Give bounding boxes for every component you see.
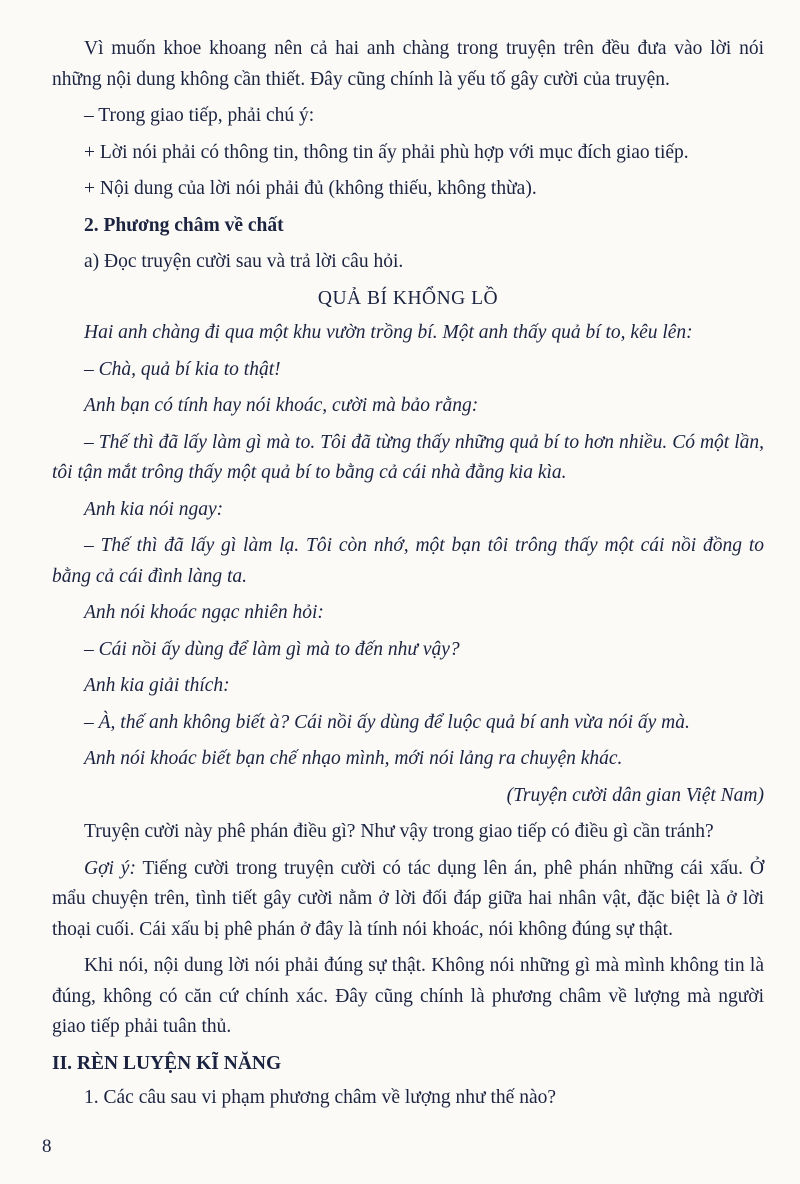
bullet-content: + Nội dung của lời nói phải đủ (không thiếu, không thừa).	[84, 178, 537, 199]
task-instruction: a) Đọc truyện cười sau và trả lời câu hỏi.	[84, 251, 404, 272]
story-line: Anh kia nói ngay:	[84, 498, 224, 520]
hint-label: Gợi ý:	[84, 857, 136, 879]
story-line: Anh bạn có tính hay nói khoác, cười mà bảo rằng:	[84, 395, 479, 416]
story-line: – Chà, quả bí kia to thật!	[84, 358, 281, 380]
story-line: – À, thế anh không biết à? Cái nồi ấy dùng để luộc quả bí anh vừa nói ấy mà.	[84, 711, 690, 733]
section-heading-quality: 2. Phương châm về chất	[84, 214, 284, 236]
question: Truyện cười này phê phán điều gì? Như vậy trong giao tiếp có điều gì cần tránh?	[84, 821, 714, 842]
section-heading-skills: II. RÈN LUYỆN KĨ NĂNG	[52, 1052, 282, 1074]
page-body	[52, 34, 764, 1120]
paragraph-note: – Trong giao tiếp, phải chú ý:	[84, 105, 315, 126]
exercise-1: 1. Các câu sau vi phạm phương châm về lượng như thế nào?	[84, 1087, 556, 1108]
story-source: (Truyện cười dân gian Việt Nam)	[506, 784, 764, 806]
paragraph-intro: Vì muốn khoe khoang nên cả hai anh chàng trong truyện trên đều đưa vào lời nói những nội dung không cần thiết. Đây cũng chính là yếu tố gây cười của truyện.	[52, 38, 764, 90]
story-line: Anh nói khoác ngạc nhiên hỏi:	[84, 602, 324, 623]
story-line: Anh nói khoác biết bạn chế nhạo mình, mới nói lảng ra chuyện khác.	[84, 748, 623, 769]
page-number: 8	[42, 1136, 52, 1157]
hint-paragraph	[52, 854, 764, 946]
story-line: Anh kia giải thích:	[84, 675, 230, 696]
story-title: QUẢ BÍ KHỔNG LỒ	[317, 287, 499, 309]
bullet-info: + Lời nói phải có thông tin, thông tin ấy phải phù hợp với mục đích giao tiếp.	[84, 141, 689, 163]
story-line: – Thế thì đã lấy gì làm lạ. Tôi còn nhớ, một bạn tôi trông thấy một cái nồi đồng to bằng cả cái đình làng ta.	[52, 535, 764, 587]
story-line: – Thế thì đã lấy làm gì mà to. Tôi đã từng thấy những quả bí to hơn nhiều. Có một lần, tôi tận mắt trông thấy một quả bí to bằng cả cái nhà đằng kia kìa.	[52, 431, 764, 483]
hint-text: Tiếng cười trong truyện cười có tác dụng lên án, phê phán những cái xấu. Ở mẩu chuyện trên, tình tiết gây cười nằm ở lời đối đáp giữa hai nhân vật, đặc biệt là ở lời thoại cuối. Cái xấu bị phê phán ở đây là tính nói khoác, nói không đúng sự thật.	[52, 857, 764, 940]
conclusion: Khi nói, nội dung lời nói phải đúng sự thật. Không nói những gì mà mình không tin là đúng, không có căn cứ chính xác. Đây cũng chính là phương châm về lượng mà người giao tiếp phải tuân thủ.	[52, 955, 764, 1037]
story-line: Hai anh chàng đi qua một khu vườn trồng bí. Một anh thấy quả bí to, kêu lên:	[84, 322, 693, 343]
story-line: – Cái nồi ấy dùng để làm gì mà to đến như vậy?	[84, 638, 460, 660]
